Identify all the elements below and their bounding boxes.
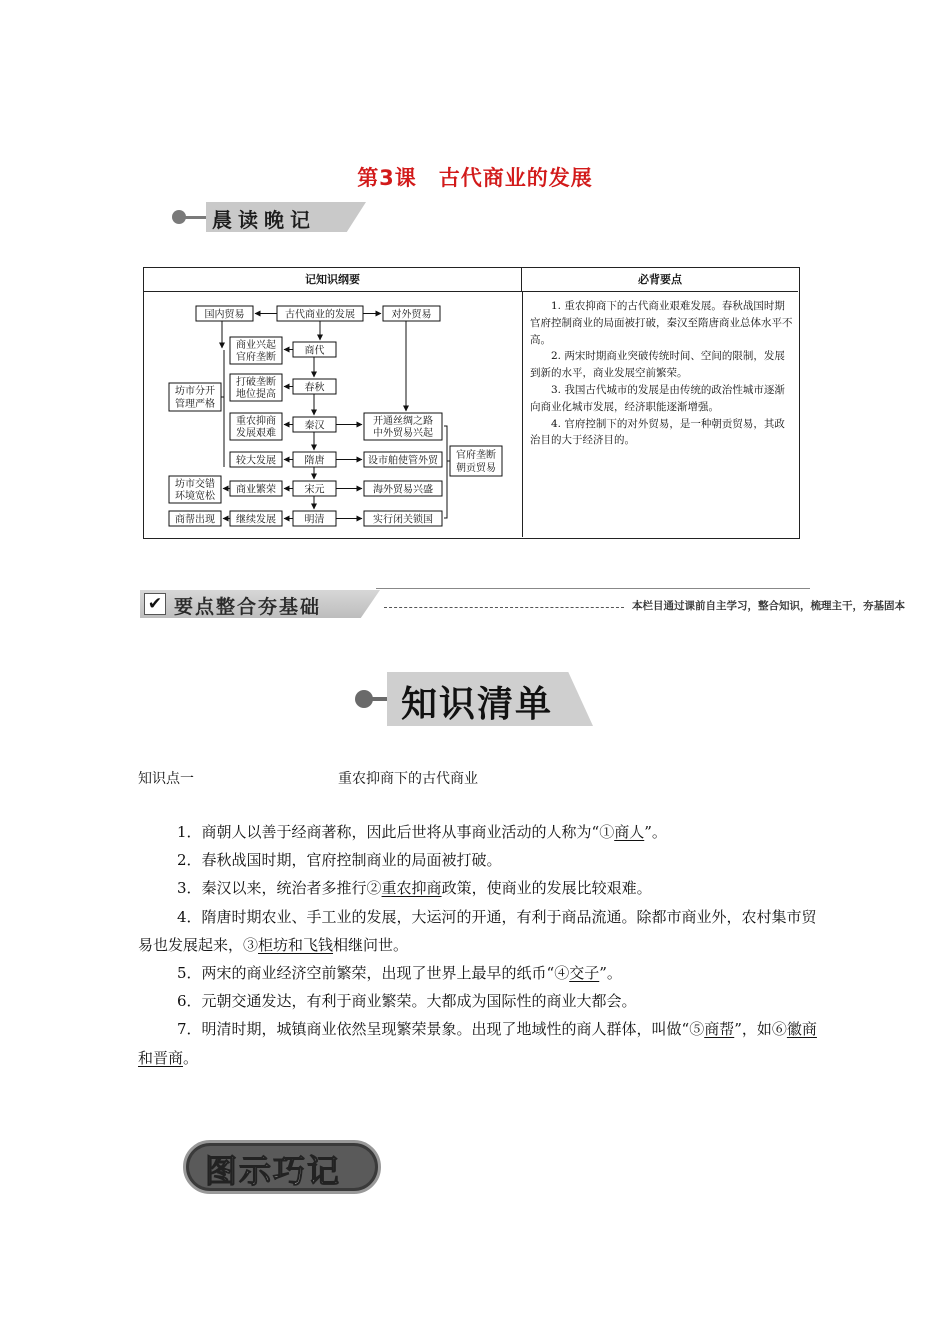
flow-domestic: 国内贸易 xyxy=(204,309,245,321)
knowledge-list-banner xyxy=(355,670,595,732)
knowledge-point-topic: 重农抑商下的古代商业 xyxy=(338,771,478,787)
flow-foreign-item: 海外贸易兴盛 xyxy=(373,484,433,496)
flow-domestic-item: 继续发展 xyxy=(236,514,276,526)
flow-city-item: 环境宽松 xyxy=(175,491,215,502)
knowledge-point-label: 知识点一 xyxy=(138,771,194,787)
flow-period: 春秋 xyxy=(304,382,325,394)
morning-reading-banner xyxy=(172,200,368,234)
flow-foreign-item: 实行闭关锁国 xyxy=(373,514,433,526)
answer-blank: 重农抑商 xyxy=(381,879,442,898)
banner-note: 本栏目通过课前自主学习，整合知识，梳理主干，夯基固本 xyxy=(632,600,905,612)
flow-foreign: 对外贸易 xyxy=(391,309,432,321)
flow-period: 秦汉 xyxy=(304,420,325,432)
flow-period: 宋元 xyxy=(304,484,325,496)
answer-blank: 商人 xyxy=(614,823,645,841)
knowledge-item: 5．两宋的商业经济空前繁荣，出现了世界上最早的纸币“④交子”。 xyxy=(177,964,622,983)
outline-header: 记知识纲要 xyxy=(144,268,522,292)
flow-domestic-item: 发展艰难 xyxy=(236,428,276,439)
key-point: 3. 我国古代城市的发展是由传统的政治性城市逐渐向商业化城市发展，经济职能逐渐增强。 xyxy=(530,383,785,413)
knowledge-item: 3．秦汉以来，统治者多推行②重农抑商政策，使商业的发展比较艰难。 xyxy=(177,879,652,898)
knowledge-item: 2．春秋战国时期，官府控制商业的局面被打破。 xyxy=(177,851,502,870)
key-points-header: 必背要点 xyxy=(522,268,798,292)
flow-center: 古代商业的发展 xyxy=(285,309,355,321)
banner-label: 知识清单 xyxy=(401,684,554,725)
knowledge-item: 6．元朝交通发达，有利于商业繁荣。大都成为国际性的商业大都会。 xyxy=(177,992,637,1011)
flow-foreign-item: 中外贸易兴起 xyxy=(373,428,433,439)
table-divider xyxy=(522,292,523,537)
flow-period: 明清 xyxy=(304,514,325,526)
banner-label: 图示巧记 xyxy=(205,1152,342,1190)
flow-tribute: 官府垄断 xyxy=(456,450,496,461)
flow-domestic-item: 打破垄断 xyxy=(236,377,276,388)
key-points-list xyxy=(530,298,794,449)
knowledge-item: 4．隋唐时期农业、手工业的发展，大运河的开通，有利于商品流通。除都市商业外，农村集市贸易也发展起来，③柜坊和飞钱相继问世。 xyxy=(138,907,817,954)
lesson-title: 第3课 古代商业的发展 xyxy=(357,166,593,190)
checkmark-icon: ✔ xyxy=(144,593,166,615)
dashed-rule xyxy=(384,607,624,608)
flow-foreign-item: 开通丝绸之路 xyxy=(373,416,433,427)
flow-foreign-item: 设市舶使管外贸 xyxy=(368,455,438,467)
knowledge-item: 1．商朝人以善于经商著称，因此后世将从事商业活动的人称为“①商人”。 xyxy=(177,823,667,841)
flow-city-item: 坊市分开 xyxy=(175,386,215,397)
knowledge-items xyxy=(138,818,818,1072)
knowledge-table xyxy=(143,267,800,539)
answer-blank: 徽商和晋商 xyxy=(138,1020,817,1067)
diagram-memory-banner xyxy=(183,1140,383,1196)
flow-period: 隋唐 xyxy=(304,455,325,467)
banner-label: 要点整合夯基础 xyxy=(174,596,322,618)
flow-domestic-item: 重农抑商 xyxy=(236,416,276,427)
flow-city-item: 管理严格 xyxy=(175,399,215,410)
flow-domestic-item: 官府垄断 xyxy=(236,352,276,363)
flow-domestic-item: 较大发展 xyxy=(236,455,276,467)
flow-city-item: 商帮出现 xyxy=(175,514,215,526)
key-point: 1. 重农抑商下的古代商业艰难发展。春秋战国时期官府控制商业的局面被打破，秦汉至隋唐商业总体水平不高。 xyxy=(530,300,793,346)
outline-flowchart xyxy=(144,268,522,538)
answer-blank: 柜坊和飞钱 xyxy=(258,935,334,954)
flow-tribute: 朝贡贸易 xyxy=(456,463,496,474)
banner-label: 晨读晚记 xyxy=(212,208,316,232)
flow-domestic-item: 商业兴起 xyxy=(236,340,276,351)
flow-period: 商代 xyxy=(304,345,325,357)
basics-banner xyxy=(140,590,905,620)
flow-domestic-item: 商业繁荣 xyxy=(236,484,276,496)
flow-city-item: 坊市交错 xyxy=(175,479,215,490)
banner-top-rule xyxy=(376,588,810,589)
answer-blank: 交子 xyxy=(569,964,600,983)
answer-blank: 商帮 xyxy=(704,1020,735,1039)
knowledge-item: 7．明清时期，城镇商业依然呈现繁荣景象。出现了地域性的商人群体，叫做“⑤商帮”，如⑥徽商和晋商。 xyxy=(138,1020,817,1067)
key-point: 2. 两宋时期商业突破传统时间、空间的限制，发展到新的水平，商业发展空前繁荣。 xyxy=(530,350,785,380)
flow-domestic-item: 地位提高 xyxy=(236,389,276,400)
key-point: 4. 官府控制下的对外贸易，是一种朝贡贸易，其政治目的大于经济目的。 xyxy=(530,417,785,447)
